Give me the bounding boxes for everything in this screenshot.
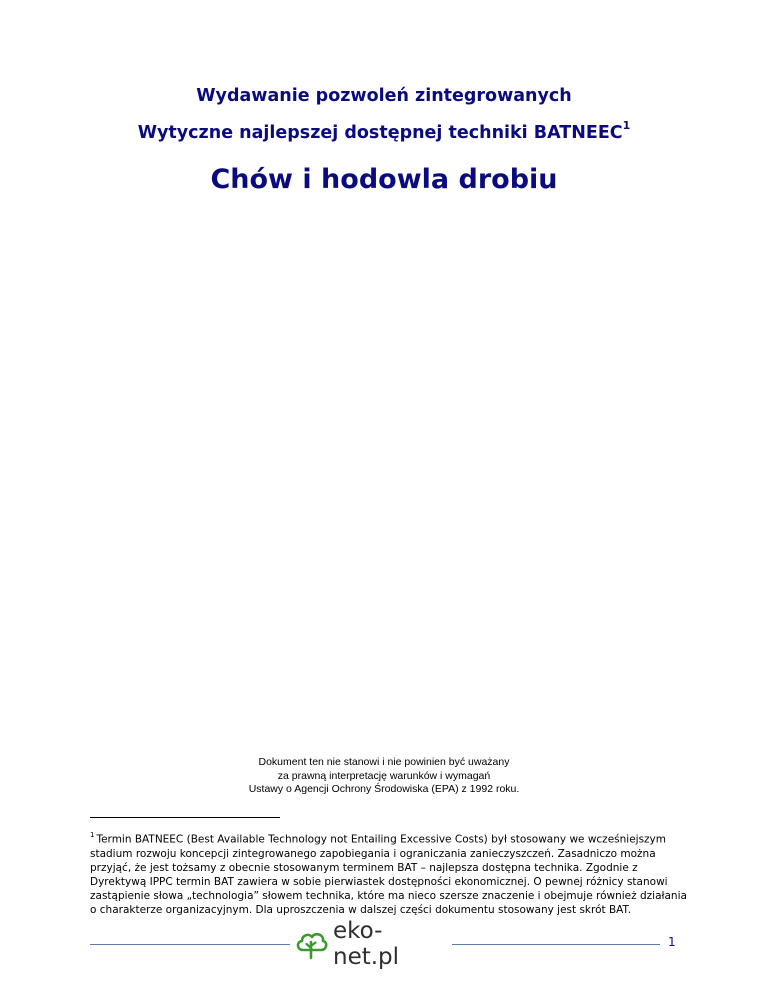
subtitle-2-text: Wytyczne najlepszej dostępnej techniki BATNEEC [137, 122, 623, 143]
logo-text: eko-net.pl [333, 918, 400, 970]
disclaimer-line: Dokument ten nie stanowi i nie powinien być uważany [258, 756, 510, 768]
disclaimer [0, 756, 768, 797]
footnote-reference: 1 [622, 119, 631, 132]
footnote-text: Termin BATNEEC (Best Available Technology not Entailing Excessive Costs) był stosowany we wcześniejszym stadium rozwoju koncepcji zintegrowanego zapobiegania i ograniczania zanieczyszczeń. Zasadniczo można przyjąć, że jest tożsamy z obecnie stosowanym terminem BAT – najlepsza dostępna technika. Zgodnie z Dyrektywą IPPC termin BAT zawiera w sobie pierwiastek dostępności ekonomicznej. O pewnej różnicy stanowi zastąpienie słowa „technologia” słowem technika, które ma nieco szersze znaczenie i obejmuje również działania o charakterze organizacyjnym. Dla uproszczenia w dalszej części dokumentu stosowany jest skrót BAT. [90, 833, 687, 916]
document-subtitle-2 [0, 121, 768, 143]
footer-rule-left [90, 944, 290, 945]
disclaimer-line: Ustawy o Agencji Ochrony Środowiska (EPA) z 1992 roku. [248, 783, 520, 795]
document-main-title: Chów i hodowla drobiu [210, 164, 558, 195]
page-number: 1 [668, 935, 676, 949]
footnote-marker: 1 [90, 831, 95, 839]
footer-logo [294, 918, 448, 970]
document-subtitle-1: Wydawanie pozwoleń zintegrowanych [196, 86, 572, 106]
footnote-separator [90, 817, 280, 818]
disclaimer-line: za prawną interpretację warunków i wymagań [277, 769, 491, 782]
footnote [90, 829, 690, 917]
footer-rule-right [452, 944, 660, 945]
cloud-tree-icon [294, 929, 328, 959]
